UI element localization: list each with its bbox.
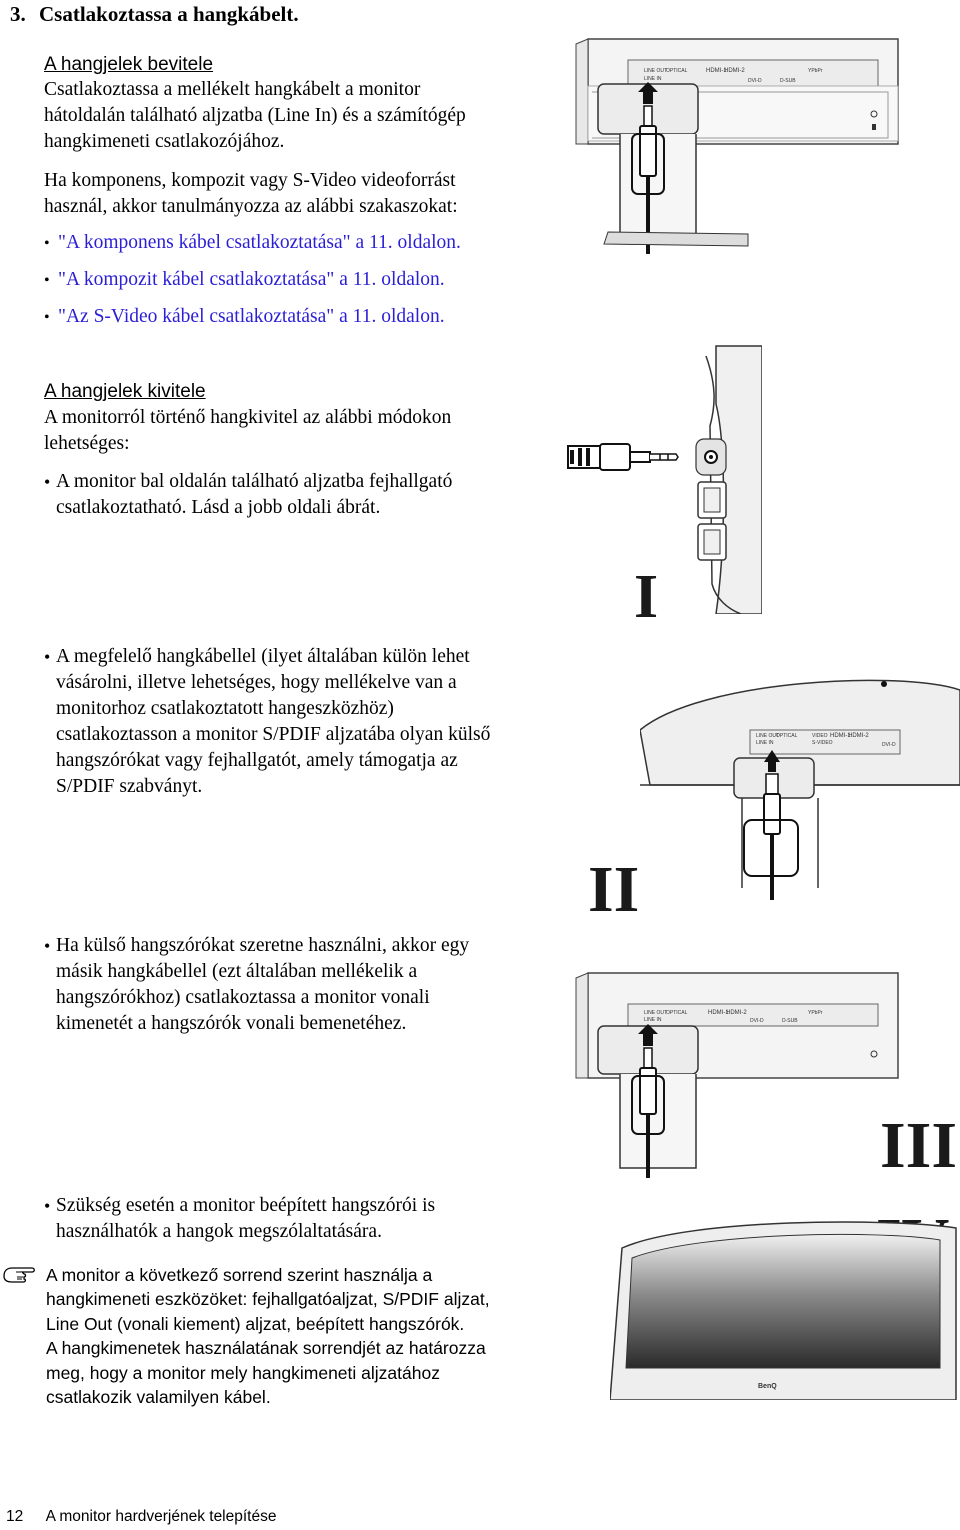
link-svideo-cable[interactable]: "Az S-Video kábel csatlakoztatása" a 11. oldalon. <box>58 306 445 327</box>
bullet-headphone: A monitor bal oldalán található aljzatba fejhallgató csatlakoztatható. Lásd a jobb oldali ábrát. <box>56 471 453 518</box>
svg-text:BenQ: BenQ <box>758 1383 777 1390</box>
link-component-cable[interactable]: "A komponens kábel csatlakoztatása" a 11. oldalon. <box>58 232 461 253</box>
svg-text:YPbPr: YPbPr <box>808 68 823 74</box>
svg-text:OPTICAL: OPTICAL <box>666 68 688 74</box>
bullet-dot: • <box>44 472 51 492</box>
figure-label-iii: III <box>880 1109 958 1182</box>
svg-text:DVI-D: DVI-D <box>882 742 896 748</box>
svg-text:D-SUB: D-SUB <box>780 78 796 84</box>
bullet-dot: • <box>44 647 51 667</box>
input-subtitle: A hangjelek bevitele <box>44 54 214 75</box>
svg-text:LINE OUT: LINE OUT <box>644 68 668 74</box>
svg-text:D-SUB: D-SUB <box>782 1018 798 1024</box>
bullet-dot: • <box>44 235 50 252</box>
heading-title: Csatlakoztassa a hangkábelt. <box>39 2 299 26</box>
svg-text:LINE IN: LINE IN <box>644 1017 662 1023</box>
output-subtitle: A hangjelek kivitele <box>44 381 206 402</box>
svg-text:VIDEO: VIDEO <box>812 733 828 739</box>
svg-text:HDMI-1: HDMI-1 <box>708 1010 729 1016</box>
svg-text:LINE IN: LINE IN <box>644 76 662 82</box>
svg-text:OPTICAL: OPTICAL <box>666 1010 688 1016</box>
line-out-connection-illustration <box>568 968 904 1178</box>
bullet-line-out: Ha külső hangszórókat szeretne használni, akkor egy másik hangkábellel (ezt általában mellékelik a hangszórókhoz) csatlakoztassa a monitor vonali kimenetét a hangszórók vonali bemenetéhez. <box>56 935 470 1034</box>
heading-number: 3. <box>10 2 26 26</box>
output-intro: A monitorról történő hangkivitel az alábbi módokon lehetséges: <box>44 407 452 454</box>
footer-title: A monitor hardverjének telepítése <box>45 1508 277 1525</box>
link-composite-cable[interactable]: "A kompozit kábel csatlakoztatása" a 11. oldalon. <box>58 269 445 290</box>
figure-label-ii: II <box>588 853 640 926</box>
svg-text:HDMI-1: HDMI-1 <box>706 68 727 74</box>
svg-text:LINE OUT: LINE OUT <box>644 1010 668 1016</box>
svg-text:DVI-D: DVI-D <box>748 78 762 84</box>
svg-text:HDMI-2: HDMI-2 <box>726 1010 747 1016</box>
spdif-connection-illustration <box>640 670 960 900</box>
figure-label-i: I <box>634 563 659 631</box>
svg-text:HDMI-2: HDMI-2 <box>848 733 869 739</box>
input-paragraph-2: Ha komponens, kompozit vagy S-Video videoforrást használ, akkor tanulmányozza az alábbi szakaszokat: <box>44 170 458 217</box>
bullet-dot: • <box>44 272 50 289</box>
line-in-connection-illustration <box>568 34 904 280</box>
bullet-speakers: Szükség esetén a monitor beépített hangszórói is használhatók a hangok megszólaltatására. <box>56 1195 436 1242</box>
svg-text:LINE IN: LINE IN <box>756 740 774 746</box>
bullet-dot: • <box>44 309 50 326</box>
headphone-connection-illustration <box>566 344 762 614</box>
svg-text:OPTICAL: OPTICAL <box>776 733 798 739</box>
svg-text:LINE OUT: LINE OUT <box>756 733 780 739</box>
bullet-dot: • <box>44 1196 51 1216</box>
bullet-dot: • <box>44 936 51 956</box>
svg-text:DVI-D: DVI-D <box>750 1018 764 1024</box>
note-text: A monitor a következő sorrend szerint használja a hangkimeneti eszközöket: fejhallgatóaljzat, S/PDIF aljzat, Line Out (vonali kiement) aljzat, beépített hangszórók. A hangkimenetek használatának sorrendjét az határozza meg, hogy a monitor mely hangkimeneti aljzatához csatlakozik valamilyen kábel. <box>46 1265 490 1408</box>
pointing-hand-icon <box>2 1262 38 1284</box>
input-paragraph-1: Csatlakoztassa a mellékelt hangkábelt a monitor hátoldalán található aljzatba (Line In) és a számítógép hangkimeneti csatlakozójához. <box>44 79 466 152</box>
svg-text:HDMI-2: HDMI-2 <box>724 68 745 74</box>
page-number: 12 <box>6 1508 24 1525</box>
svg-text:YPbPr: YPbPr <box>808 1010 823 1016</box>
svg-text:HDMI-1: HDMI-1 <box>830 733 851 739</box>
built-in-speakers-illustration <box>610 1218 960 1400</box>
footer <box>6 1508 276 1526</box>
svg-text:S-VIDEO: S-VIDEO <box>812 740 833 746</box>
bullet-spdif: A megfelelő hangkábellel (ilyet általában külön lehet vásárolni, illetve lehetséges, hogy mellékelve van a monitorhoz csatlakoztatott hangeszközhöz) csatlakoztasson a monitor S/PDIF aljzatába olyan külső hangszórókat vagy fejhallgatót, amely támogatja az S/PDIF szabványt. <box>56 646 491 797</box>
section-heading <box>10 2 299 27</box>
